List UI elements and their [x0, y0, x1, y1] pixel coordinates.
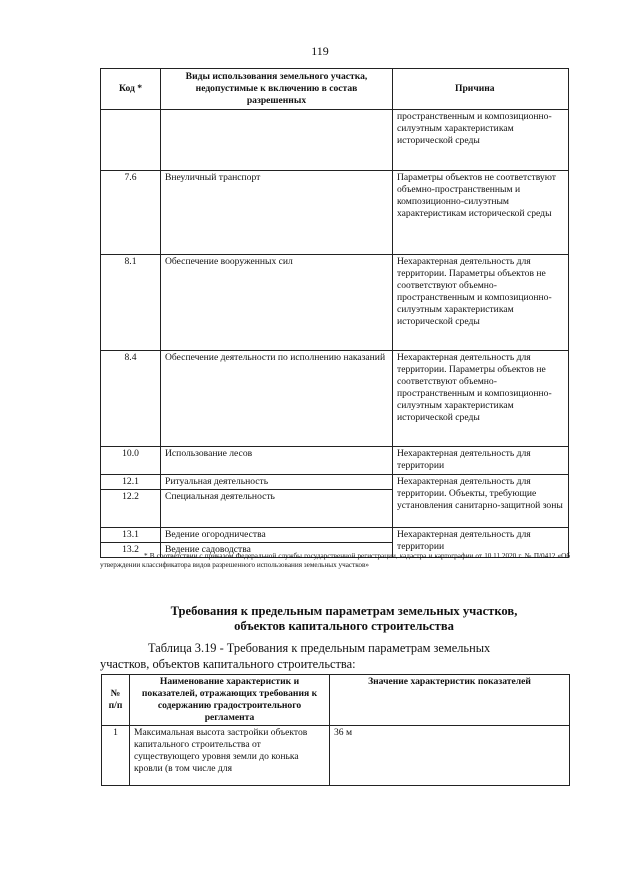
table-row: [101, 171, 569, 255]
footnote-text: * В соответствии с приказом Федеральной службы государственной регистрации, кадастра и картографии от 10.11.2020 г. № П/0412 «Об утверждении классификатора видов разрешенного использования земельных участков»: [100, 552, 570, 569]
cell-code: [101, 110, 161, 171]
cell-code: 12.1: [101, 475, 161, 490]
cell-reason: пространственным и композиционно-силуэтным характеристикам исторической среды: [393, 110, 569, 171]
caption-line-2: участков, объектов капитального строительства:: [100, 657, 356, 671]
cell-kind: Ведение огородничества: [161, 528, 393, 543]
cell-kind: Обеспечение деятельности по исполнению наказаний: [161, 351, 393, 447]
page-number: 119: [311, 44, 329, 58]
cell-value: 36 м: [330, 726, 570, 786]
header-num: № п/п: [102, 675, 130, 726]
header-kind: Виды использования земельного участка, недопустимые к включению в состав разрешенных: [161, 69, 393, 110]
cell-kind: Обеспечение вооруженных сил: [161, 255, 393, 351]
table-row: [102, 726, 570, 786]
header-code: Код *: [101, 69, 161, 110]
cell-reason: Нехарактерная деятельность для территории. Объекты, требующие установления санитарно-защитной зоны: [393, 475, 569, 528]
cell-code: 7.6: [101, 171, 161, 255]
cell-reason: Параметры объектов не соответствуют объемно-пространственным и композиционно-силуэтным характеристикам исторической среды: [393, 171, 569, 255]
header-name: Наименование характеристик и показателей, отражающих требования к содержанию градостроительного регламента: [130, 675, 330, 726]
cell-reason: Нехарактерная деятельность для территории. Параметры объектов не соответствуют объемно-пространственным и композиционно-силуэтным характеристикам исторической среды: [393, 255, 569, 351]
cell-kind: Внеуличный транспорт: [161, 171, 393, 255]
section-heading: Требования к предельным параметрам земельных участков, объектов капитального строительства: [170, 604, 518, 633]
header-value: Значение характеристик показателей: [330, 675, 570, 726]
cell-kind: Специальная деятельность: [161, 490, 393, 528]
caption-line-1: Таблица 3.19 - Требования к предельным параметрам земельных: [148, 641, 491, 655]
table-row: [101, 447, 569, 475]
cell-code: 8.1: [101, 255, 161, 351]
footnote: [100, 552, 570, 570]
cell-name: Максимальная высота застройки объектов капитального строительства от существующего уровня земли до конька кровли (в том числе для: [130, 726, 330, 786]
cell-reason: Нехарактерная деятельность для территории: [393, 528, 569, 558]
cell-code: 13.1: [101, 528, 161, 543]
cell-reason: Нехарактерная деятельность для территории: [393, 447, 569, 475]
table-header-row: [102, 675, 570, 726]
cell-kind: [161, 110, 393, 171]
table-row: [101, 110, 569, 171]
table-row: [101, 475, 569, 490]
cell-num: 1: [102, 726, 130, 786]
cell-kind: Использование лесов: [161, 447, 393, 475]
cell-code: 10.0: [101, 447, 161, 475]
table-row: [101, 255, 569, 351]
cell-kind: Ритуальная деятельность: [161, 475, 393, 490]
table-header-row: [101, 69, 569, 110]
header-reason: Причина: [393, 69, 569, 110]
table-caption: [100, 640, 570, 672]
cell-code: 8.4: [101, 351, 161, 447]
table-row: [101, 528, 569, 543]
table-row: [101, 351, 569, 447]
cell-reason: Нехарактерная деятельность для территории. Параметры объектов не соответствуют объемно-пространственным и композиционно-силуэтным характеристикам исторической среды: [393, 351, 569, 447]
cell-code: 13.2: [101, 543, 161, 558]
cell-code: 12.2: [101, 490, 161, 528]
limit-parameters-table: [101, 674, 570, 786]
cell-kind: Ведение садоводства: [161, 543, 393, 558]
prohibited-uses-table: [100, 68, 569, 558]
